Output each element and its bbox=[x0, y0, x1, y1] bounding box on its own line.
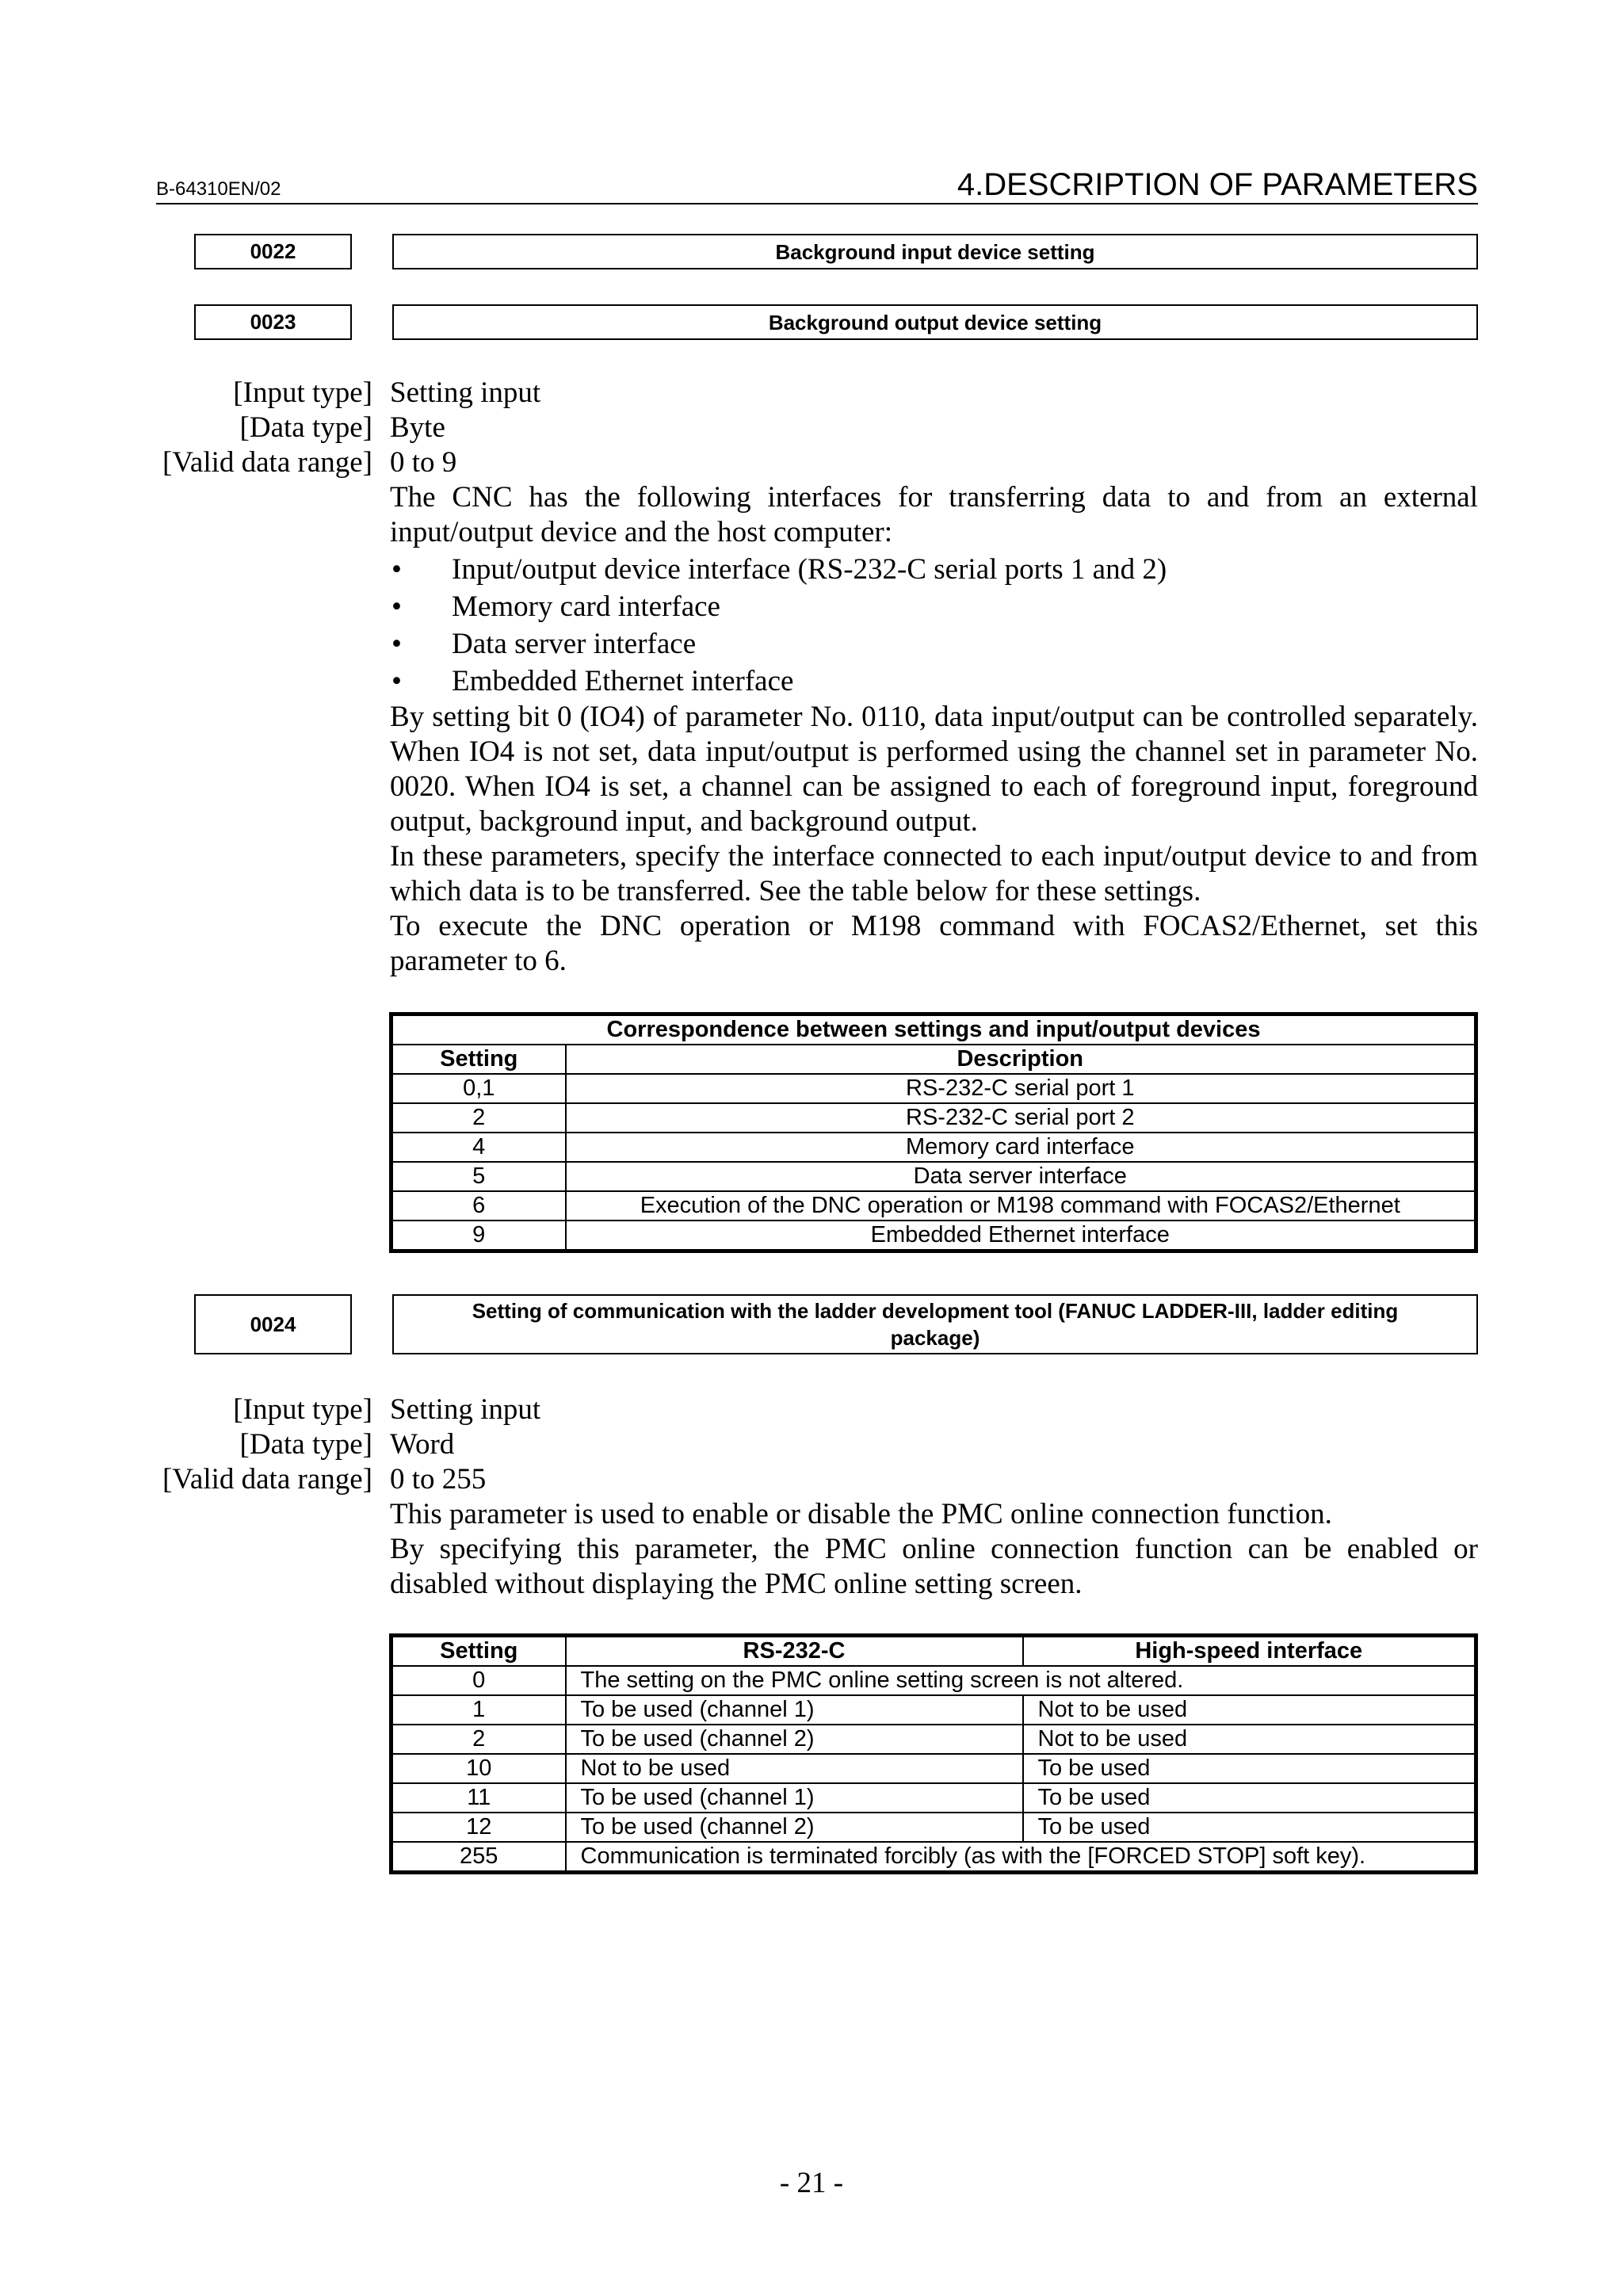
column-header: Setting bbox=[391, 1636, 566, 1667]
setting-cell: 5 bbox=[391, 1162, 566, 1191]
valid-range-value: 0 to 255 bbox=[390, 1463, 487, 1496]
table-row bbox=[391, 1162, 1476, 1191]
table-row bbox=[391, 1221, 1476, 1251]
setting-cell: 0,1 bbox=[391, 1074, 566, 1103]
table-header-row bbox=[391, 1045, 1476, 1074]
description-cell: RS-232-C serial port 2 bbox=[566, 1103, 1476, 1133]
data-type-label: [Data type] bbox=[239, 411, 372, 444]
list-item: • Data server interface bbox=[390, 625, 1478, 663]
list-item: • Memory card interface bbox=[390, 588, 1478, 625]
param-number-0024: 0024 bbox=[194, 1294, 352, 1354]
table-row bbox=[391, 1725, 1476, 1754]
high-speed-cell: To be used bbox=[1023, 1813, 1476, 1842]
description-cell: RS-232-C serial port 1 bbox=[566, 1074, 1476, 1103]
rs232c-cell: To be used (channel 1) bbox=[566, 1783, 1023, 1813]
high-speed-cell: To be used bbox=[1023, 1754, 1476, 1783]
valid-range-label: [Valid data range] bbox=[162, 446, 372, 479]
merged-cell: Communication is terminated forcibly (as with the [FORCED STOP] soft key). bbox=[566, 1842, 1476, 1873]
column-header: RS-232-C bbox=[566, 1636, 1023, 1667]
setting-cell: 255 bbox=[391, 1842, 566, 1873]
interface-paragraph: In these parameters, specify the interface connected to each input/output device to and from which data is to be transferred. See the table below for these settings. bbox=[390, 840, 1478, 907]
pmc-specify-paragraph: By specifying this parameter, the PMC online connection function can be enabled or disabled without displaying the PMC online setting screen. bbox=[390, 1533, 1478, 1600]
table-row bbox=[391, 1695, 1476, 1725]
pmc-enable-paragraph: This parameter is used to enable or disable the PMC online connection function. bbox=[390, 1498, 1332, 1530]
description-cell: Data server interface bbox=[566, 1162, 1476, 1191]
description-cell: Memory card interface bbox=[566, 1133, 1476, 1162]
table-row bbox=[391, 1191, 1476, 1221]
column-header: Setting bbox=[391, 1045, 566, 1074]
settings-device-table bbox=[389, 1012, 1478, 1253]
dnc-paragraph: To execute the DNC operation or M198 command with FOCAS2/Ethernet, set this parameter to 6. bbox=[390, 910, 1478, 977]
data-type-label: [Data type] bbox=[239, 1428, 372, 1461]
list-item: • Input/output device interface (RS-232-C serial ports 1 and 2) bbox=[390, 551, 1478, 588]
high-speed-cell: Not to be used bbox=[1023, 1695, 1476, 1725]
input-type-value: Setting input bbox=[390, 376, 541, 409]
list-item: • Embedded Ethernet interface bbox=[390, 663, 1478, 700]
table-row bbox=[391, 1813, 1476, 1842]
input-type-label: [Input type] bbox=[233, 1393, 372, 1426]
table-title-row bbox=[391, 1014, 1476, 1045]
table-row bbox=[391, 1133, 1476, 1162]
setting-cell: 10 bbox=[391, 1754, 566, 1783]
table-row bbox=[391, 1783, 1476, 1813]
setting-cell: 0 bbox=[391, 1666, 566, 1695]
input-type-label: [Input type] bbox=[233, 376, 372, 409]
page-number: - 21 - bbox=[779, 2167, 844, 2199]
data-type-value: Word bbox=[390, 1428, 455, 1461]
io4-paragraph: By setting bit 0 (IO4) of parameter No. 0110, data input/output can be controlled separately. When IO4 is not set, data input/output is performed using the channel set in parameter No. 0020. When IO4 is set, a channel can be assigned to each of foreground input, foreground output, background input, and background output. bbox=[390, 701, 1478, 838]
table-title: Correspondence between settings and input/output devices bbox=[391, 1014, 1476, 1045]
rs232c-cell: To be used (channel 2) bbox=[566, 1725, 1023, 1754]
intro-paragraph: The CNC has the following interfaces for transferring data to and from an external input/output device and the host computer: bbox=[390, 481, 1478, 548]
table-row bbox=[391, 1074, 1476, 1103]
param-number-0022: 0022 bbox=[194, 234, 352, 269]
table-row bbox=[391, 1103, 1476, 1133]
data-type-value: Byte bbox=[390, 411, 445, 444]
rs232c-cell: Not to be used bbox=[566, 1754, 1023, 1783]
param-name-0022: Background input device setting bbox=[392, 234, 1478, 269]
column-header: Description bbox=[566, 1045, 1476, 1074]
table-row bbox=[391, 1754, 1476, 1783]
document-id: B-64310EN/02 bbox=[156, 178, 281, 200]
interface-list bbox=[390, 551, 1478, 700]
input-type-value: Setting input bbox=[390, 1393, 541, 1426]
setting-cell: 9 bbox=[391, 1221, 566, 1251]
rs232c-cell: To be used (channel 1) bbox=[566, 1695, 1023, 1725]
param-name-0023: Background output device setting bbox=[392, 304, 1478, 340]
valid-range-label: [Valid data range] bbox=[162, 1463, 372, 1496]
setting-cell: 12 bbox=[391, 1813, 566, 1842]
setting-cell: 2 bbox=[391, 1103, 566, 1133]
valid-range-value: 0 to 9 bbox=[390, 446, 457, 479]
setting-cell: 6 bbox=[391, 1191, 566, 1221]
table-header-row bbox=[391, 1636, 1476, 1667]
column-header: High-speed interface bbox=[1023, 1636, 1476, 1667]
setting-cell: 11 bbox=[391, 1783, 566, 1813]
setting-cell: 2 bbox=[391, 1725, 566, 1754]
description-cell: Embedded Ethernet interface bbox=[566, 1221, 1476, 1251]
page-header bbox=[156, 163, 1478, 204]
table-row bbox=[391, 1842, 1476, 1873]
setting-cell: 4 bbox=[391, 1133, 566, 1162]
high-speed-cell: To be used bbox=[1023, 1783, 1476, 1813]
high-speed-cell: Not to be used bbox=[1023, 1725, 1476, 1754]
pmc-online-table bbox=[389, 1633, 1478, 1874]
param-number-0023: 0023 bbox=[194, 304, 352, 340]
setting-cell: 1 bbox=[391, 1695, 566, 1725]
merged-cell: The setting on the PMC online setting screen is not altered. bbox=[566, 1666, 1476, 1695]
rs232c-cell: To be used (channel 2) bbox=[566, 1813, 1023, 1842]
param-name-0024: Setting of communication with the ladder development tool (FANUC LADDER-III, ladder editing package) bbox=[392, 1294, 1478, 1354]
description-cell: Execution of the DNC operation or M198 command with FOCAS2/Ethernet bbox=[566, 1191, 1476, 1221]
table-row bbox=[391, 1666, 1476, 1695]
section-title: 4.DESCRIPTION OF PARAMETERS bbox=[957, 167, 1478, 202]
